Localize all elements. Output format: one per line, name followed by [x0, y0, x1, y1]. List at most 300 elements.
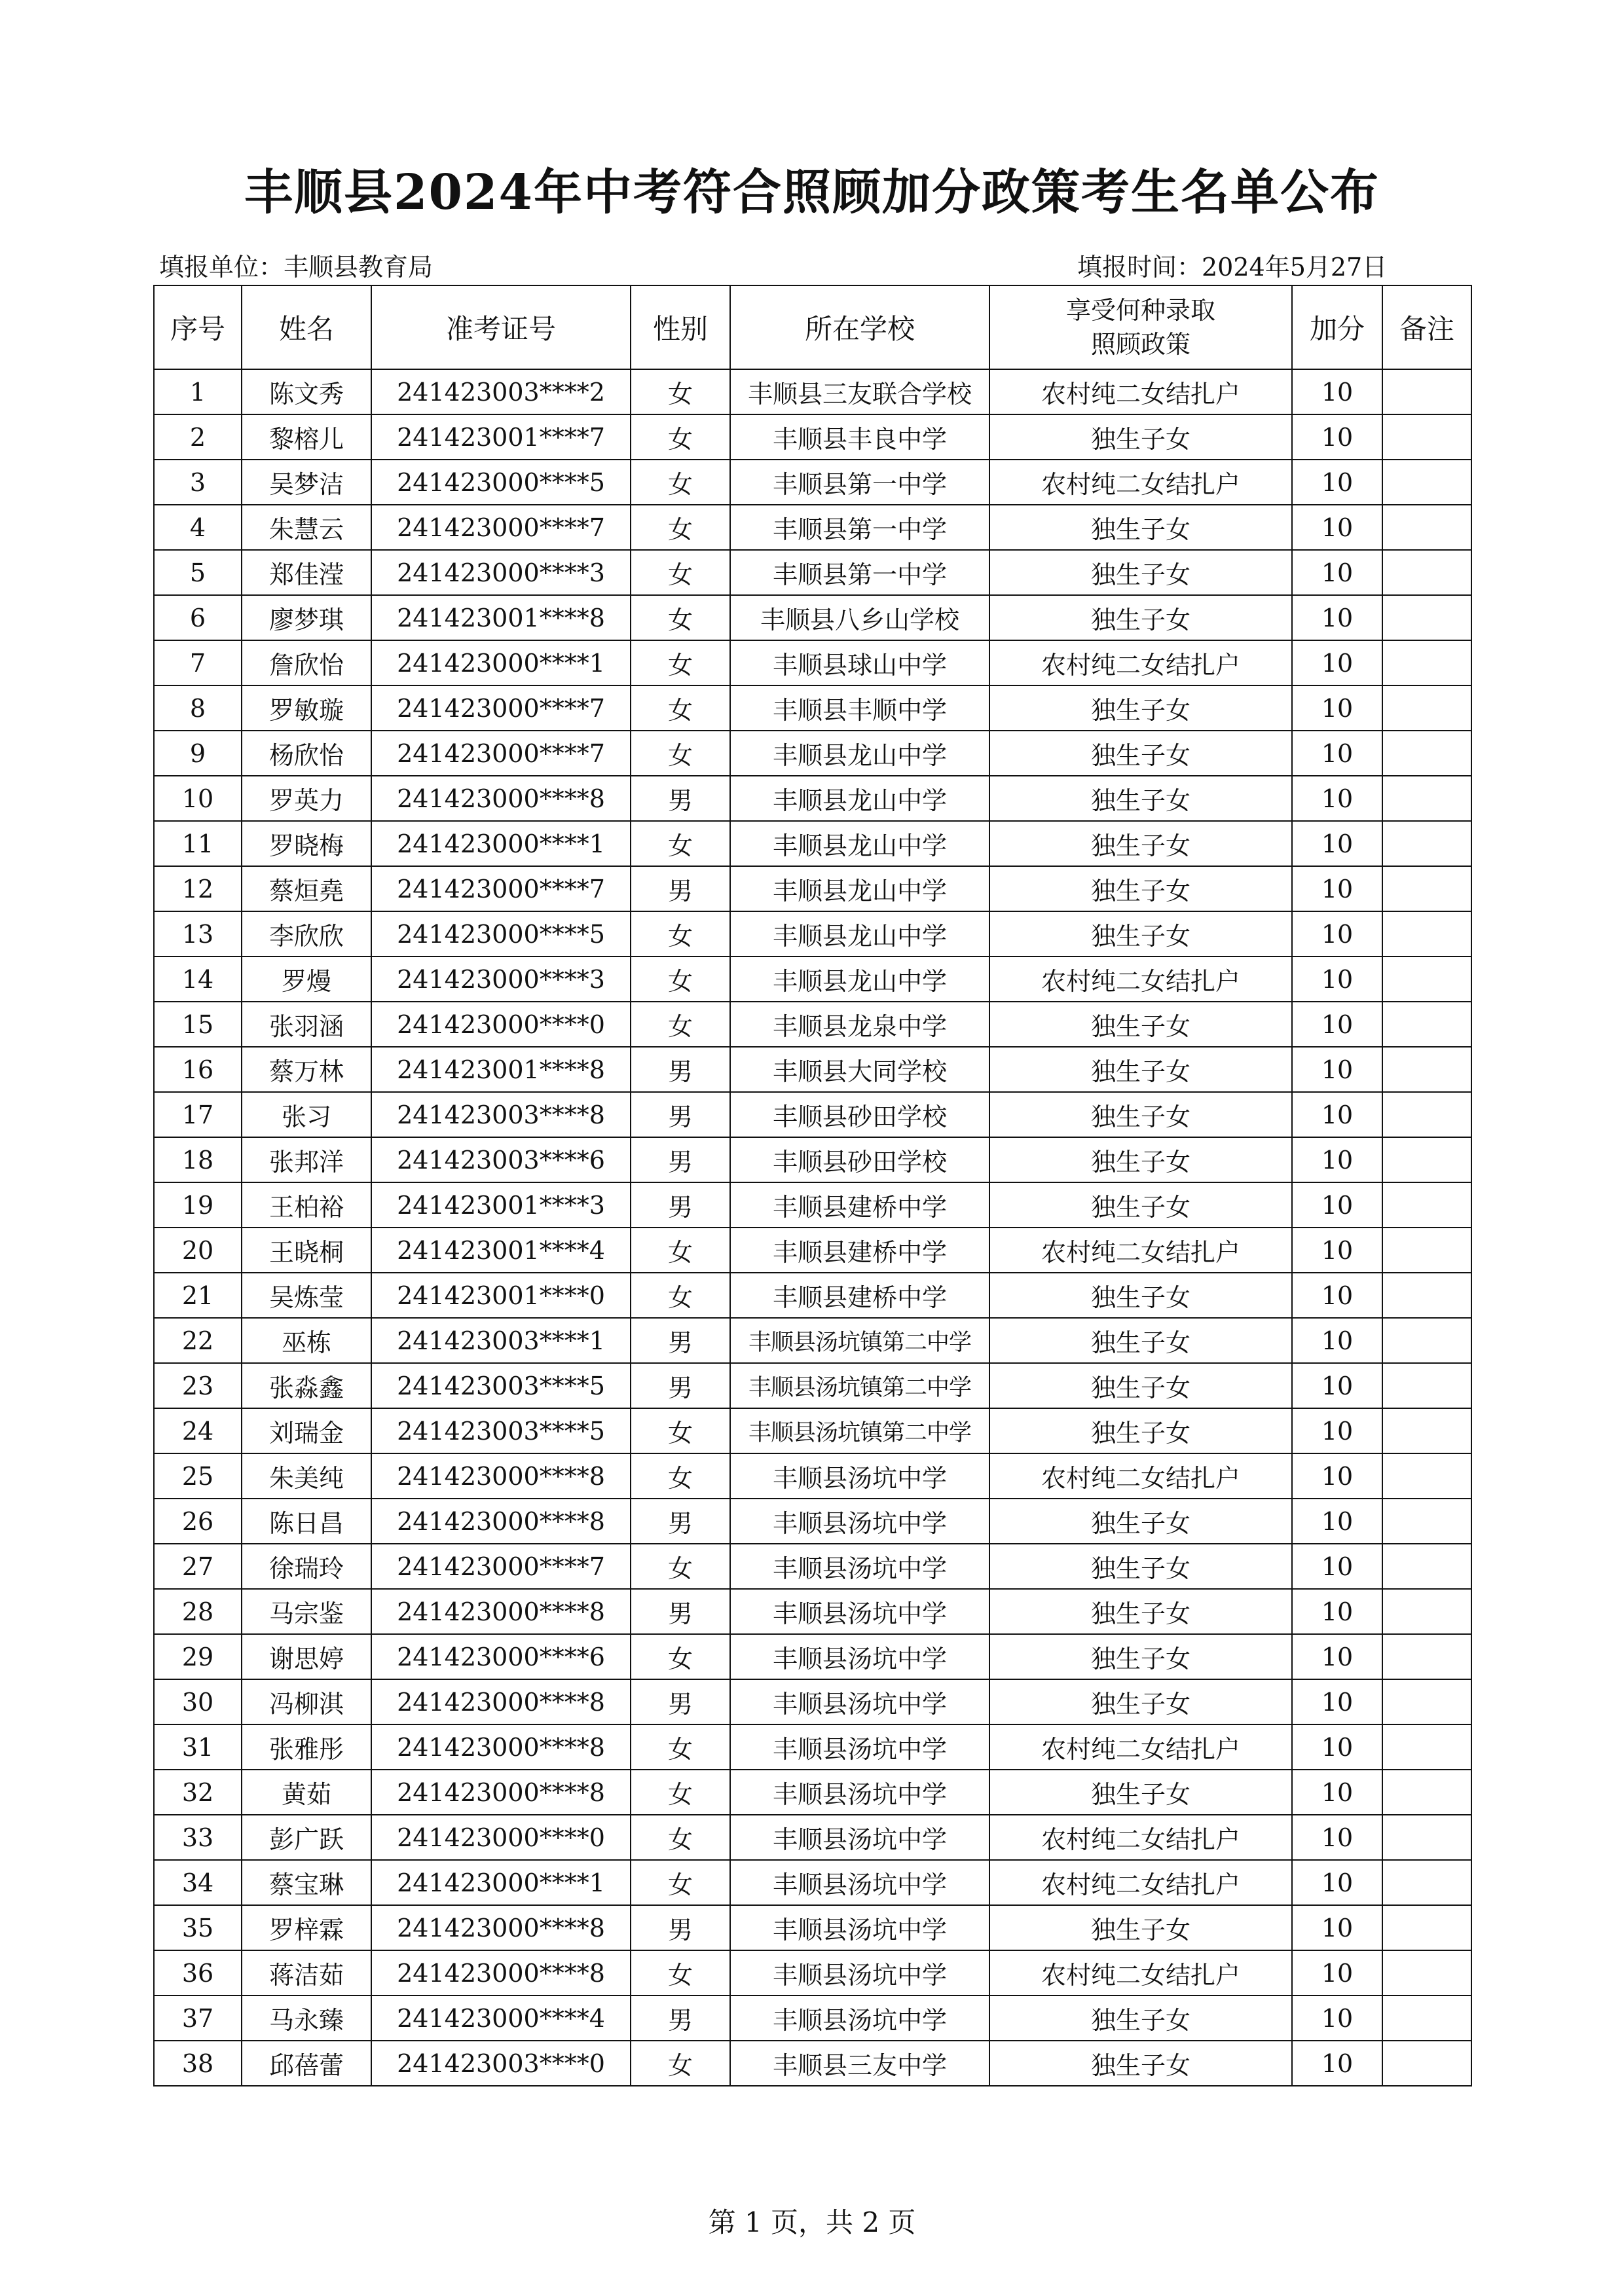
cell-ticket: 241423000****1: [371, 1860, 631, 1905]
table-row: [154, 1047, 1471, 1092]
header-policy: [989, 285, 1292, 369]
cell-remark: [1382, 1770, 1471, 1815]
cell-name: 张雅彤: [242, 1724, 371, 1770]
cell-gender: 女: [631, 460, 730, 505]
page-footer: 第 1 页，共 2 页: [708, 2206, 916, 2238]
cell-school: 丰顺县龙山中学: [730, 866, 989, 911]
cell-index: 12: [154, 866, 242, 911]
cell-ticket: 241423001****7: [371, 414, 631, 460]
cell-gender: 女: [631, 685, 730, 731]
cell-bonus: 10: [1292, 1770, 1382, 1815]
cell-policy: 独生子女: [989, 1589, 1292, 1634]
cell-remark: [1382, 1273, 1471, 1318]
cell-ticket: 241423003****5: [371, 1363, 631, 1408]
cell-policy: 独生子女: [989, 1679, 1292, 1724]
cell-school: 丰顺县砂田学校: [730, 1092, 989, 1137]
cell-name: 巫栋: [242, 1318, 371, 1363]
cell-index: 5: [154, 550, 242, 595]
cell-school: 丰顺县龙山中学: [730, 821, 989, 866]
cell-index: 22: [154, 1318, 242, 1363]
cell-name: 徐瑞玲: [242, 1544, 371, 1589]
cell-policy: 独生子女: [989, 821, 1292, 866]
table-row: [154, 1408, 1471, 1453]
cell-school: 丰顺县砂田学校: [730, 1137, 989, 1182]
cell-gender: 女: [631, 1453, 730, 1499]
header-school: 所在学校: [730, 285, 989, 369]
cell-index: 19: [154, 1182, 242, 1228]
cell-remark: [1382, 1815, 1471, 1860]
cell-bonus: 10: [1292, 1182, 1382, 1228]
cell-bonus: 10: [1292, 776, 1382, 821]
cell-name: 陈文秀: [242, 369, 371, 414]
cell-name: 张邦洋: [242, 1137, 371, 1182]
table-row: [154, 1770, 1471, 1815]
cell-remark: [1382, 1950, 1471, 1995]
cell-index: 17: [154, 1092, 242, 1137]
cell-bonus: 10: [1292, 1363, 1382, 1408]
table-row: [154, 640, 1471, 685]
cell-name: 黄茹: [242, 1770, 371, 1815]
cell-remark: [1382, 550, 1471, 595]
cell-name: 朱慧云: [242, 505, 371, 550]
table-row: [154, 731, 1471, 776]
cell-policy: 独生子女: [989, 1408, 1292, 1453]
cell-ticket: 241423000****5: [371, 460, 631, 505]
cell-name: 邱蓓蕾: [242, 2041, 371, 2086]
cell-policy: 独生子女: [989, 1995, 1292, 2041]
cell-index: 34: [154, 1860, 242, 1905]
cell-bonus: 10: [1292, 1499, 1382, 1544]
cell-bonus: 10: [1292, 550, 1382, 595]
cell-policy: 独生子女: [989, 911, 1292, 957]
cell-index: 6: [154, 595, 242, 640]
cell-policy: 农村纯二女结扎户: [989, 640, 1292, 685]
cell-index: 8: [154, 685, 242, 731]
table-row: [154, 866, 1471, 911]
cell-policy: 独生子女: [989, 685, 1292, 731]
cell-remark: [1382, 1363, 1471, 1408]
cell-school: 丰顺县汤坑中学: [730, 1724, 989, 1770]
cell-index: 2: [154, 414, 242, 460]
cell-policy: 独生子女: [989, 776, 1292, 821]
cell-school: 丰顺县丰顺中学: [730, 685, 989, 731]
cell-ticket: 241423000****1: [371, 821, 631, 866]
cell-policy: 独生子女: [989, 731, 1292, 776]
cell-bonus: 10: [1292, 1544, 1382, 1589]
cell-name: 罗梓霖: [242, 1905, 371, 1950]
cell-name: 马宗鉴: [242, 1589, 371, 1634]
cell-name: 罗敏璇: [242, 685, 371, 731]
cell-ticket: 241423000****8: [371, 1589, 631, 1634]
cell-school: 丰顺县三友联合学校: [730, 369, 989, 414]
table-row: [154, 1228, 1471, 1273]
cell-gender: 女: [631, 595, 730, 640]
cell-school: 丰顺县第一中学: [730, 460, 989, 505]
cell-bonus: 10: [1292, 1995, 1382, 2041]
cell-name: 詹欣怡: [242, 640, 371, 685]
cell-bonus: 10: [1292, 1950, 1382, 1995]
cell-ticket: 241423000****7: [371, 731, 631, 776]
cell-school: 丰顺县龙山中学: [730, 911, 989, 957]
cell-remark: [1382, 505, 1471, 550]
cell-school: 丰顺县汤坑中学: [730, 1950, 989, 1995]
cell-gender: 女: [631, 1770, 730, 1815]
cell-gender: 男: [631, 1589, 730, 1634]
cell-ticket: 241423000****7: [371, 866, 631, 911]
cell-remark: [1382, 1137, 1471, 1182]
table-row: [154, 2041, 1471, 2086]
header-index: 序号: [154, 285, 242, 369]
cell-name: 郑佳滢: [242, 550, 371, 595]
cell-name: 罗熳: [242, 957, 371, 1002]
cell-index: 9: [154, 731, 242, 776]
cell-policy: 独生子女: [989, 1770, 1292, 1815]
cell-index: 27: [154, 1544, 242, 1589]
cell-remark: [1382, 731, 1471, 776]
cell-name: 蒋洁茹: [242, 1950, 371, 1995]
cell-name: 谢思婷: [242, 1634, 371, 1679]
cell-index: 31: [154, 1724, 242, 1770]
cell-policy: 农村纯二女结扎户: [989, 1950, 1292, 1995]
cell-ticket: 241423000****8: [371, 1499, 631, 1544]
cell-ticket: 241423003****5: [371, 1408, 631, 1453]
cell-bonus: 10: [1292, 866, 1382, 911]
cell-gender: 女: [631, 369, 730, 414]
cell-gender: 女: [631, 1950, 730, 1995]
table-row: [154, 1815, 1471, 1860]
cell-ticket: 241423000****3: [371, 550, 631, 595]
cell-index: 7: [154, 640, 242, 685]
cell-ticket: 241423000****1: [371, 640, 631, 685]
cell-remark: [1382, 911, 1471, 957]
cell-name: 张习: [242, 1092, 371, 1137]
cell-gender: 男: [631, 1047, 730, 1092]
cell-ticket: 241423000****3: [371, 957, 631, 1002]
cell-name: 张羽涵: [242, 1002, 371, 1047]
cell-index: 33: [154, 1815, 242, 1860]
cell-ticket: 241423000****8: [371, 1905, 631, 1950]
cell-index: 30: [154, 1679, 242, 1724]
cell-school: 丰顺县三友中学: [730, 2041, 989, 2086]
cell-index: 18: [154, 1137, 242, 1182]
cell-bonus: 10: [1292, 1815, 1382, 1860]
cell-remark: [1382, 1453, 1471, 1499]
cell-policy: 农村纯二女结扎户: [989, 460, 1292, 505]
cell-ticket: 241423000****8: [371, 1950, 631, 1995]
cell-remark: [1382, 1905, 1471, 1950]
cell-gender: 女: [631, 731, 730, 776]
cell-remark: [1382, 460, 1471, 505]
cell-ticket: 241423003****6: [371, 1137, 631, 1182]
cell-remark: [1382, 1182, 1471, 1228]
cell-name: 马永臻: [242, 1995, 371, 2041]
cell-bonus: 10: [1292, 911, 1382, 957]
filing-unit: 填报单位：丰顺县教育局: [159, 253, 434, 282]
cell-policy: 独生子女: [989, 1499, 1292, 1544]
cell-policy: 独生子女: [989, 414, 1292, 460]
cell-ticket: 241423000****8: [371, 1724, 631, 1770]
cell-bonus: 10: [1292, 1905, 1382, 1950]
table-row: [154, 1995, 1471, 2041]
cell-school: 丰顺县八乡山学校: [730, 595, 989, 640]
cell-bonus: 10: [1292, 1724, 1382, 1770]
cell-remark: [1382, 957, 1471, 1002]
cell-bonus: 10: [1292, 2041, 1382, 2086]
table-row: [154, 369, 1471, 414]
cell-gender: 男: [631, 1137, 730, 1182]
cell-policy: 独生子女: [989, 2041, 1292, 2086]
cell-ticket: 241423000****8: [371, 1679, 631, 1724]
cell-gender: 男: [631, 1995, 730, 2041]
cell-gender: 男: [631, 1499, 730, 1544]
cell-bonus: 10: [1292, 1679, 1382, 1724]
cell-gender: 男: [631, 1092, 730, 1137]
cell-name: 蔡宝琳: [242, 1860, 371, 1905]
cell-gender: 男: [631, 866, 730, 911]
cell-policy: 独生子女: [989, 1544, 1292, 1589]
cell-school: 丰顺县汤坑中学: [730, 1544, 989, 1589]
cell-gender: 女: [631, 640, 730, 685]
table-row: [154, 550, 1471, 595]
cell-bonus: 10: [1292, 1634, 1382, 1679]
cell-name: 蔡烜堯: [242, 866, 371, 911]
cell-index: 24: [154, 1408, 242, 1453]
cell-school: 丰顺县建桥中学: [730, 1228, 989, 1273]
cell-name: 杨欣怡: [242, 731, 371, 776]
cell-bonus: 10: [1292, 1408, 1382, 1453]
cell-school: 丰顺县球山中学: [730, 640, 989, 685]
cell-policy: 农村纯二女结扎户: [989, 957, 1292, 1002]
cell-ticket: 241423000****8: [371, 776, 631, 821]
cell-remark: [1382, 685, 1471, 731]
cell-remark: [1382, 1724, 1471, 1770]
cell-ticket: 241423003****0: [371, 2041, 631, 2086]
cell-school: 丰顺县大同学校: [730, 1047, 989, 1092]
cell-bonus: 10: [1292, 1047, 1382, 1092]
cell-remark: [1382, 369, 1471, 414]
cell-gender: 女: [631, 414, 730, 460]
cell-policy: 农村纯二女结扎户: [989, 1860, 1292, 1905]
cell-policy: 农村纯二女结扎户: [989, 369, 1292, 414]
cell-ticket: 241423000****8: [371, 1453, 631, 1499]
cell-index: 38: [154, 2041, 242, 2086]
cell-index: 1: [154, 369, 242, 414]
cell-gender: 女: [631, 1273, 730, 1318]
cell-bonus: 10: [1292, 369, 1382, 414]
cell-name: 罗英力: [242, 776, 371, 821]
cell-index: 35: [154, 1905, 242, 1950]
cell-remark: [1382, 640, 1471, 685]
cell-policy: 独生子女: [989, 1137, 1292, 1182]
cell-gender: 女: [631, 821, 730, 866]
cell-school: 丰顺县第一中学: [730, 505, 989, 550]
cell-school: 丰顺县第一中学: [730, 550, 989, 595]
cell-policy: 独生子女: [989, 595, 1292, 640]
cell-school: 丰顺县汤坑镇第二中学: [730, 1318, 989, 1363]
cell-school: 丰顺县龙山中学: [730, 957, 989, 1002]
cell-policy: 独生子女: [989, 1363, 1292, 1408]
cell-policy: 独生子女: [989, 1182, 1292, 1228]
cell-gender: 女: [631, 1634, 730, 1679]
cell-gender: 男: [631, 1318, 730, 1363]
cell-ticket: 241423001****4: [371, 1228, 631, 1273]
cell-policy: 独生子女: [989, 1273, 1292, 1318]
cell-bonus: 10: [1292, 1228, 1382, 1273]
cell-gender: 女: [631, 1724, 730, 1770]
cell-policy: 独生子女: [989, 1002, 1292, 1047]
document-title: 丰顺县2024年中考符合照顾加分政策考生名单公布: [244, 164, 1380, 221]
table-row: [154, 776, 1471, 821]
table-row: [154, 505, 1471, 550]
cell-gender: 女: [631, 1002, 730, 1047]
cell-school: 丰顺县龙山中学: [730, 731, 989, 776]
cell-index: 29: [154, 1634, 242, 1679]
table-row: [154, 460, 1471, 505]
table-row: [154, 685, 1471, 731]
cell-remark: [1382, 1860, 1471, 1905]
cell-name: 廖梦琪: [242, 595, 371, 640]
cell-ticket: 241423003****8: [371, 1092, 631, 1137]
table-row: [154, 1273, 1471, 1318]
cell-remark: [1382, 1995, 1471, 2041]
cell-school: 丰顺县建桥中学: [730, 1182, 989, 1228]
cell-name: 冯柳淇: [242, 1679, 371, 1724]
cell-name: 王柏裕: [242, 1182, 371, 1228]
cell-name: 吴炼莹: [242, 1273, 371, 1318]
header-name: 姓名: [242, 285, 371, 369]
cell-bonus: 10: [1292, 595, 1382, 640]
candidate-table: [153, 285, 1472, 2086]
cell-index: 26: [154, 1499, 242, 1544]
cell-index: 20: [154, 1228, 242, 1273]
cell-name: 彭广跃: [242, 1815, 371, 1860]
cell-remark: [1382, 2041, 1471, 2086]
cell-bonus: 10: [1292, 685, 1382, 731]
cell-policy: 独生子女: [989, 505, 1292, 550]
cell-bonus: 10: [1292, 821, 1382, 866]
cell-school: 丰顺县汤坑中学: [730, 1860, 989, 1905]
cell-bonus: 10: [1292, 505, 1382, 550]
cell-remark: [1382, 866, 1471, 911]
table-row: [154, 1137, 1471, 1182]
cell-gender: 女: [631, 1815, 730, 1860]
cell-bonus: 10: [1292, 731, 1382, 776]
cell-school: 丰顺县建桥中学: [730, 1273, 989, 1318]
cell-school: 丰顺县丰良中学: [730, 414, 989, 460]
cell-name: 陈日昌: [242, 1499, 371, 1544]
cell-school: 丰顺县龙山中学: [730, 776, 989, 821]
cell-index: 15: [154, 1002, 242, 1047]
cell-name: 蔡万林: [242, 1047, 371, 1092]
cell-school: 丰顺县汤坑中学: [730, 1679, 989, 1724]
cell-bonus: 10: [1292, 1318, 1382, 1363]
cell-gender: 男: [631, 1905, 730, 1950]
cell-bonus: 10: [1292, 640, 1382, 685]
cell-policy: 农村纯二女结扎户: [989, 1815, 1292, 1860]
cell-remark: [1382, 1408, 1471, 1453]
cell-name: 罗晓梅: [242, 821, 371, 866]
cell-bonus: 10: [1292, 1092, 1382, 1137]
cell-bonus: 10: [1292, 1453, 1382, 1499]
header-ticket: 准考证号: [371, 285, 631, 369]
table-row: [154, 821, 1471, 866]
cell-remark: [1382, 1092, 1471, 1137]
header-gender: 性别: [631, 285, 730, 369]
cell-remark: [1382, 414, 1471, 460]
cell-bonus: 10: [1292, 460, 1382, 505]
table-row: [154, 414, 1471, 460]
header-policy-text: 享受何种录取照顾政策: [1065, 296, 1215, 359]
cell-remark: [1382, 1634, 1471, 1679]
cell-gender: 男: [631, 1182, 730, 1228]
table-row: [154, 1679, 1471, 1724]
cell-name: 刘瑞金: [242, 1408, 371, 1453]
table-header-row: [154, 285, 1471, 369]
cell-gender: 男: [631, 1679, 730, 1724]
cell-ticket: 241423001****8: [371, 1047, 631, 1092]
cell-gender: 女: [631, 2041, 730, 2086]
cell-ticket: 241423000****8: [371, 1770, 631, 1815]
cell-bonus: 10: [1292, 1137, 1382, 1182]
cell-index: 28: [154, 1589, 242, 1634]
cell-policy: 独生子女: [989, 1905, 1292, 1950]
cell-ticket: 241423001****3: [371, 1182, 631, 1228]
cell-ticket: 241423000****0: [371, 1002, 631, 1047]
cell-name: 张淼鑫: [242, 1363, 371, 1408]
cell-index: 14: [154, 957, 242, 1002]
cell-remark: [1382, 1679, 1471, 1724]
cell-school: 丰顺县汤坑中学: [730, 1634, 989, 1679]
cell-remark: [1382, 776, 1471, 821]
table-row: [154, 1318, 1471, 1363]
cell-index: 23: [154, 1363, 242, 1408]
cell-remark: [1382, 1544, 1471, 1589]
cell-ticket: 241423000****0: [371, 1815, 631, 1860]
table-row: [154, 1634, 1471, 1679]
cell-policy: 独生子女: [989, 550, 1292, 595]
cell-ticket: 241423000****7: [371, 685, 631, 731]
table-row: [154, 1544, 1471, 1589]
table-row: [154, 1724, 1471, 1770]
cell-index: 25: [154, 1453, 242, 1499]
cell-gender: 女: [631, 957, 730, 1002]
cell-ticket: 241423000****6: [371, 1634, 631, 1679]
table-row: [154, 1860, 1471, 1905]
cell-ticket: 241423000****4: [371, 1995, 631, 2041]
cell-index: 21: [154, 1273, 242, 1318]
cell-name: 黎榕儿: [242, 414, 371, 460]
cell-name: 吴梦洁: [242, 460, 371, 505]
cell-index: 13: [154, 911, 242, 957]
cell-bonus: 10: [1292, 414, 1382, 460]
cell-name: 李欣欣: [242, 911, 371, 957]
cell-gender: 女: [631, 550, 730, 595]
cell-school: 丰顺县汤坑中学: [730, 1770, 989, 1815]
cell-policy: 农村纯二女结扎户: [989, 1228, 1292, 1273]
cell-name: 王晓桐: [242, 1228, 371, 1273]
cell-policy: 独生子女: [989, 1634, 1292, 1679]
table-row: [154, 1182, 1471, 1228]
table-row: [154, 1950, 1471, 1995]
cell-ticket: 241423001****8: [371, 595, 631, 640]
cell-index: 3: [154, 460, 242, 505]
cell-index: 4: [154, 505, 242, 550]
cell-gender: 女: [631, 1860, 730, 1905]
cell-gender: 女: [631, 911, 730, 957]
cell-remark: [1382, 1002, 1471, 1047]
table-row: [154, 1499, 1471, 1544]
table-row: [154, 1453, 1471, 1499]
